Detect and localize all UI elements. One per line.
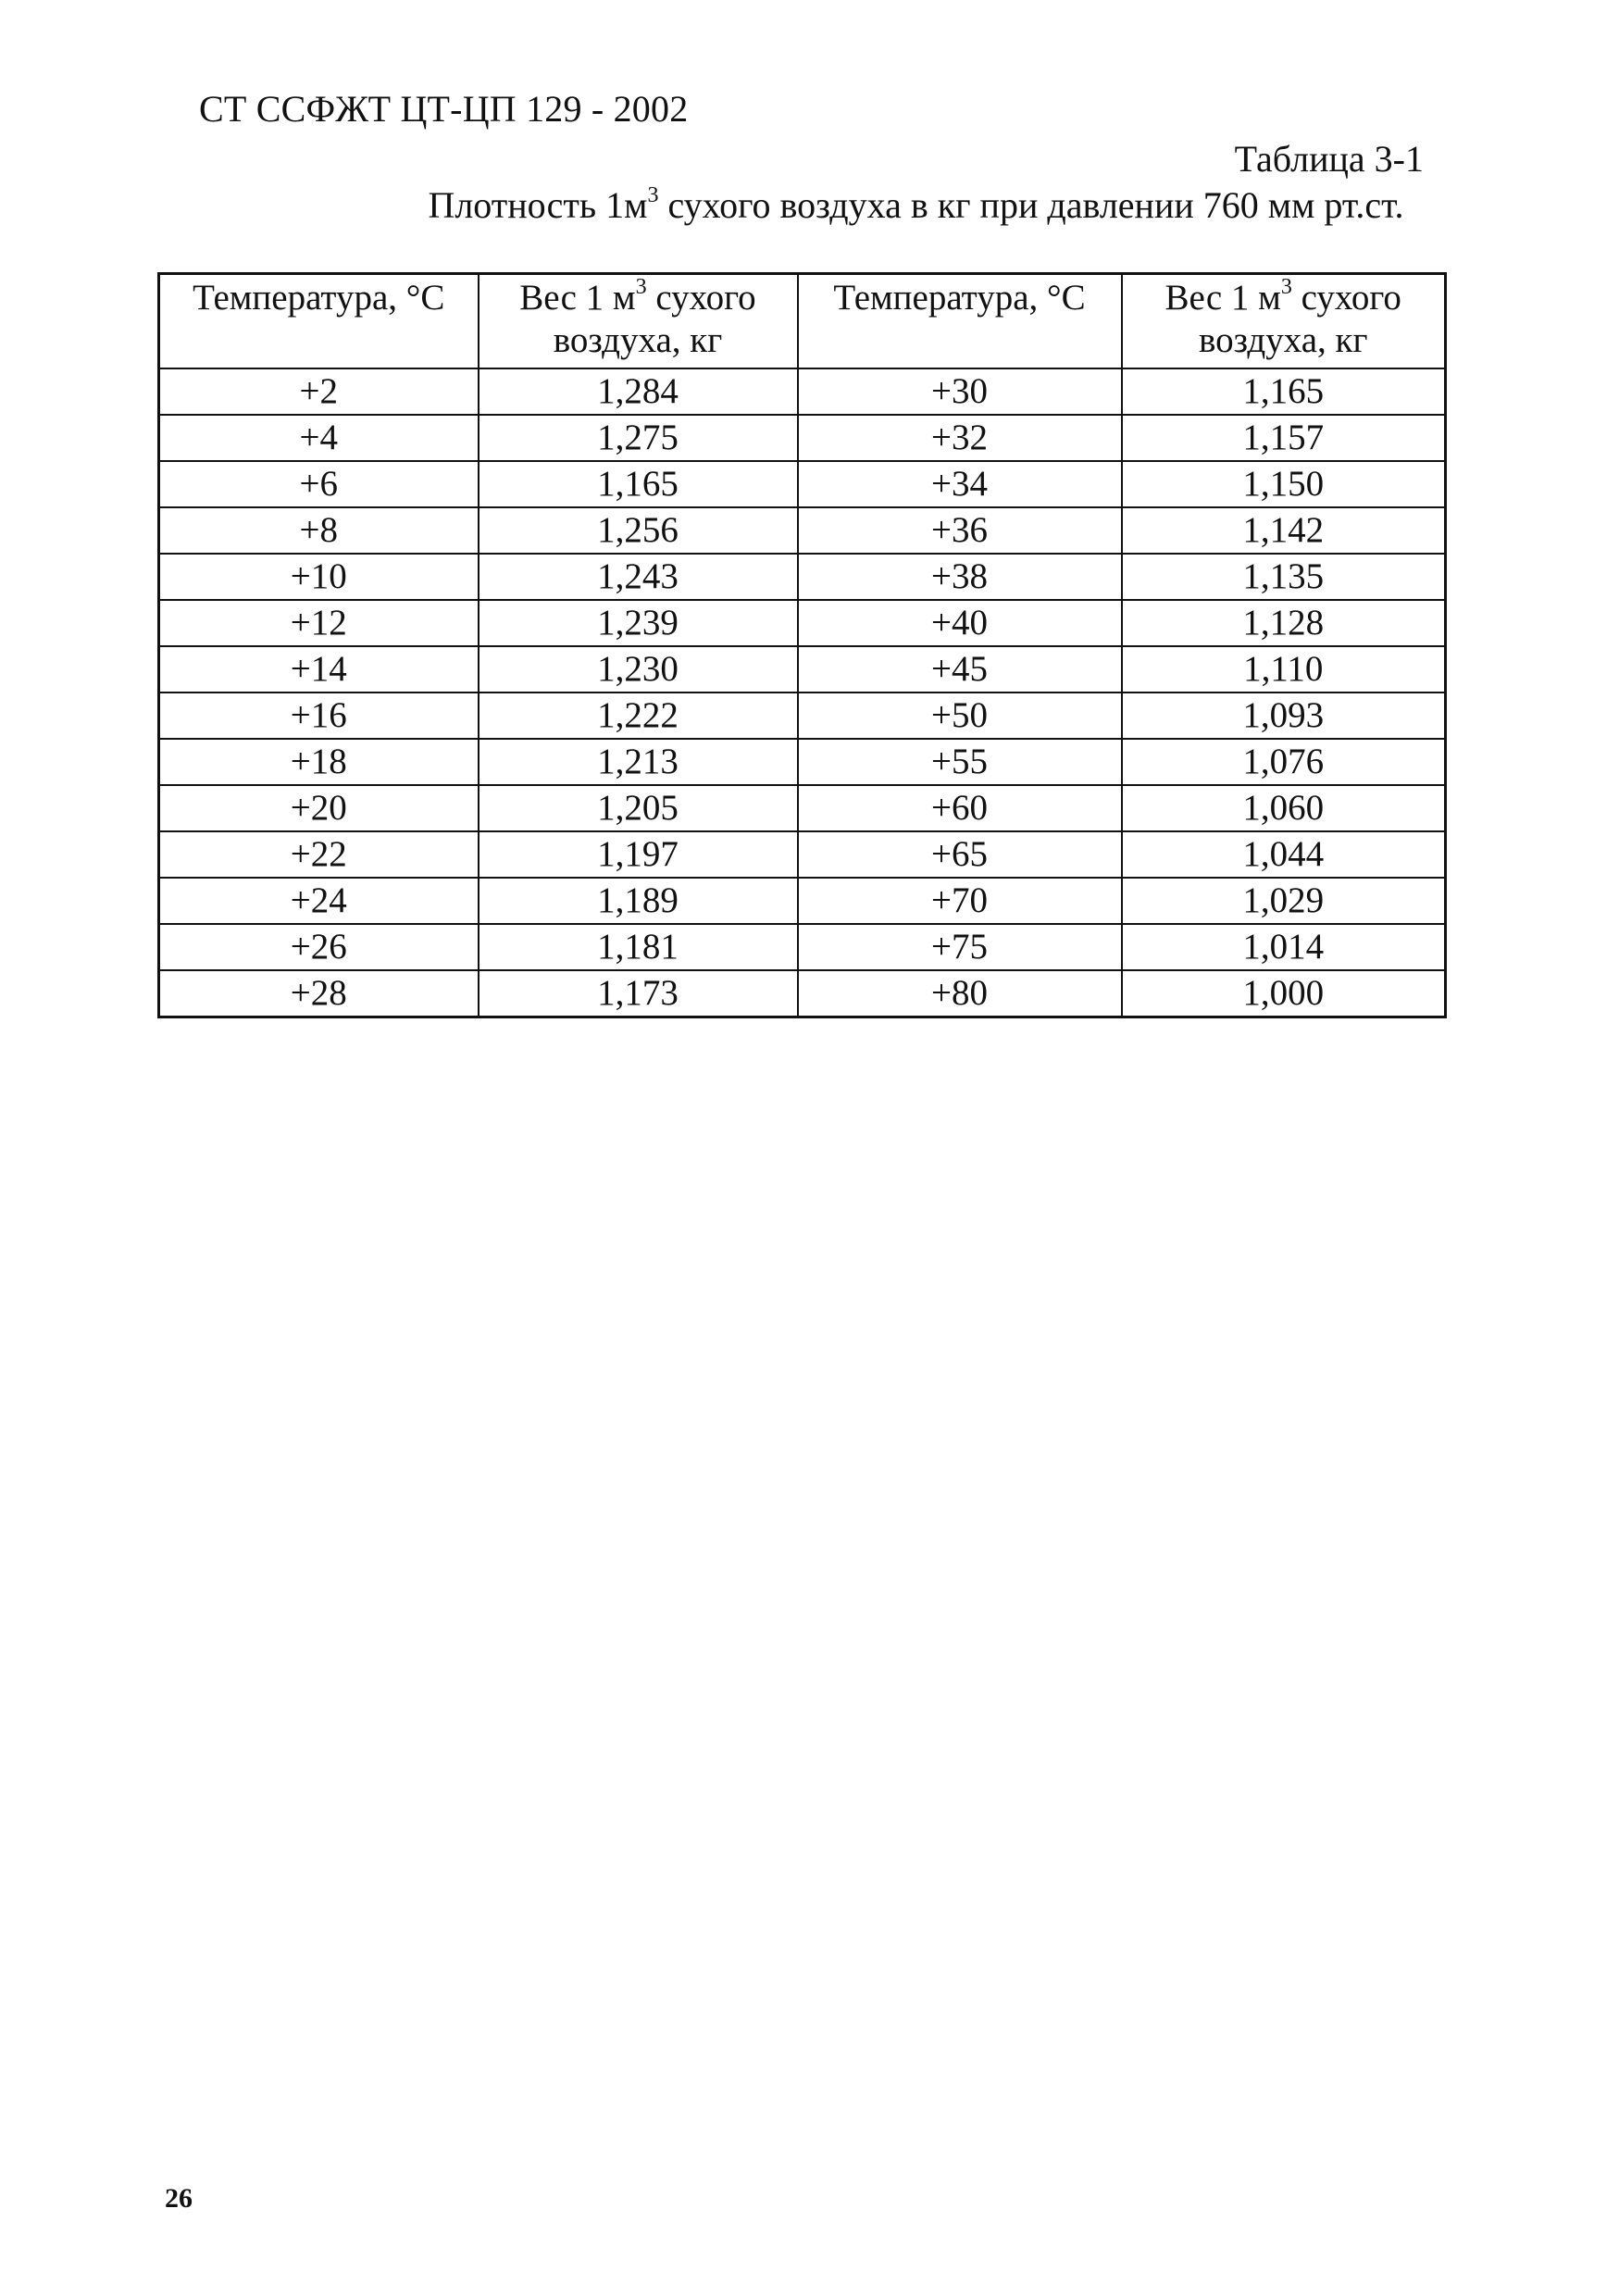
cell-temperature: +50	[798, 693, 1122, 739]
cell-weight: 1,222	[479, 693, 798, 739]
table-body	[159, 368, 1446, 1017]
page-number: 26	[165, 2183, 193, 2214]
document-code: СТ ССФЖТ ЦТ-ЦП 129 - 2002	[199, 88, 689, 130]
table-row	[159, 831, 1446, 878]
caption-text-end: сухого воздуха в кг при давлении 760 мм рт.ст.	[658, 184, 1404, 226]
table-row	[159, 646, 1446, 693]
cell-temperature: +2	[159, 368, 479, 415]
cell-weight: 1,135	[1122, 554, 1446, 600]
table-header-row	[159, 274, 1446, 369]
cell-temperature: +40	[798, 600, 1122, 646]
cell-temperature: +75	[798, 924, 1122, 970]
cell-weight: 1,157	[1122, 415, 1446, 461]
caption-superscript: 3	[647, 183, 659, 208]
cell-weight: 1,093	[1122, 693, 1446, 739]
cell-temperature: +14	[159, 646, 479, 693]
cell-temperature: +28	[159, 970, 479, 1017]
cell-temperature: +32	[798, 415, 1122, 461]
cell-weight: 1,029	[1122, 878, 1446, 924]
cell-temperature: +26	[159, 924, 479, 970]
header-weight-text-end: сухого воздуха, кг	[553, 278, 756, 360]
cell-temperature: +16	[159, 693, 479, 739]
cell-weight: 1,044	[1122, 831, 1446, 878]
table-row	[159, 554, 1446, 600]
cell-temperature: +12	[159, 600, 479, 646]
cell-weight: 1,014	[1122, 924, 1446, 970]
table-row	[159, 600, 1446, 646]
cell-temperature: +24	[159, 878, 479, 924]
cell-weight: 1,284	[479, 368, 798, 415]
cell-temperature: +55	[798, 739, 1122, 785]
cell-weight: 1,181	[479, 924, 798, 970]
header-weight-text: Вес 1 м	[1164, 278, 1281, 318]
cell-weight: 1,165	[1122, 368, 1446, 415]
cell-temperature: +20	[159, 785, 479, 831]
cell-weight: 1,189	[479, 878, 798, 924]
cell-weight: 1,142	[1122, 507, 1446, 554]
cell-temperature: +80	[798, 970, 1122, 1017]
cell-weight: 1,060	[1122, 785, 1446, 831]
cell-weight: 1,197	[479, 831, 798, 878]
cell-temperature: +45	[798, 646, 1122, 693]
table-row	[159, 368, 1446, 415]
cell-weight: 1,205	[479, 785, 798, 831]
header-weight-2	[1122, 274, 1446, 369]
cell-temperature: +22	[159, 831, 479, 878]
cell-temperature: +10	[159, 554, 479, 600]
cell-temperature: +8	[159, 507, 479, 554]
table-row	[159, 739, 1446, 785]
table-row	[159, 878, 1446, 924]
table-row	[159, 924, 1446, 970]
table-caption	[0, 183, 1619, 226]
table-row	[159, 970, 1446, 1017]
table-row	[159, 415, 1446, 461]
cell-temperature: +4	[159, 415, 479, 461]
header-weight-sup: 3	[1280, 275, 1292, 300]
cell-temperature: +34	[798, 461, 1122, 507]
header-weight-sup: 3	[635, 275, 647, 300]
cell-weight: 1,150	[1122, 461, 1446, 507]
cell-temperature: +36	[798, 507, 1122, 554]
cell-weight: 1,000	[1122, 970, 1446, 1017]
cell-temperature: +18	[159, 739, 479, 785]
table-row	[159, 461, 1446, 507]
table-row	[159, 693, 1446, 739]
header-temperature-1: Температура, °С	[159, 274, 479, 369]
cell-temperature: +6	[159, 461, 479, 507]
cell-temperature: +70	[798, 878, 1122, 924]
caption-text-start: Плотность 1м	[428, 184, 648, 226]
table-row	[159, 507, 1446, 554]
header-weight-1	[479, 274, 798, 369]
cell-temperature: +65	[798, 831, 1122, 878]
header-weight-text-end: сухого воздуха, кг	[1199, 278, 1401, 360]
cell-weight: 1,256	[479, 507, 798, 554]
air-density-table	[157, 272, 1447, 1018]
header-weight-text: Вес 1 м	[519, 278, 636, 318]
cell-weight: 1,128	[1122, 600, 1446, 646]
table-number: Таблица 3-1	[1234, 138, 1424, 180]
cell-weight: 1,213	[479, 739, 798, 785]
cell-weight: 1,076	[1122, 739, 1446, 785]
cell-temperature: +60	[798, 785, 1122, 831]
cell-temperature: +38	[798, 554, 1122, 600]
header-temperature-2: Температура, °С	[798, 274, 1122, 369]
cell-weight: 1,239	[479, 600, 798, 646]
cell-temperature: +30	[798, 368, 1122, 415]
cell-weight: 1,165	[479, 461, 798, 507]
cell-weight: 1,230	[479, 646, 798, 693]
cell-weight: 1,243	[479, 554, 798, 600]
cell-weight: 1,110	[1122, 646, 1446, 693]
cell-weight: 1,173	[479, 970, 798, 1017]
table-row	[159, 785, 1446, 831]
cell-weight: 1,275	[479, 415, 798, 461]
